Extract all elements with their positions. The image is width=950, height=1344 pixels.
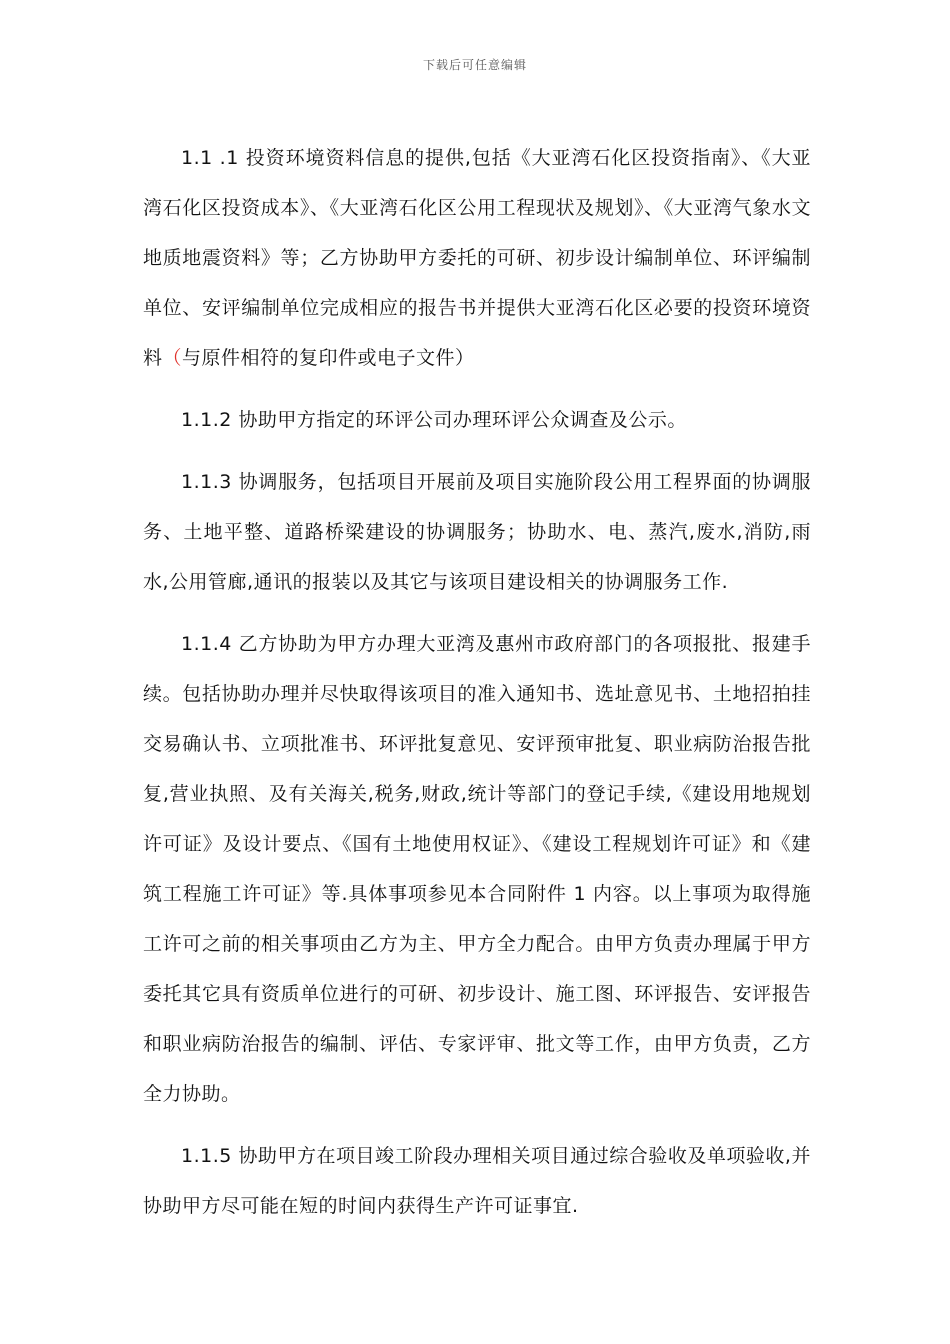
- page-header: 下载后可任意编辑: [422, 58, 527, 72]
- paragraph-1-1-3: 1.1.3 协调服务，包括项目开展前及项目实施阶段公用工程界面的协调服务、土地平整、道路桥梁建设的协调服务；协助水、电、蒸汽,废水,消防,雨水,公用管廊,通讯的报装以及其它与该项目建设相关的协调服务工作.: [143, 471, 811, 593]
- paragraph-1-1-4: 1.1.4 乙方协助为甲方办理大亚湾及惠州市政府部门的各项报批、报建手续。包括协助办理并尽快取得该项目的准入通知书、选址意见书、土地招拍挂交易确认书、立项批准书、环评批复意见、安评预审批复、职业病防治报告批复,营业执照、及有关海关,税务,财政,统计等部门的登记手续,《建设用地规划许可证》及设计要点、《国有土地使用权证》、《建设工程规划许可证》和《建筑工程施工许可证》等.具体事项参见本合同附件 1 内容。以上事项为取得施工许可之前的相关事项由乙方为主、甲方全力配合。由甲方负责办理属于甲方委托其它具有资质单位进行的可研、初步设计、施工图、环评报告、安评报告和职业病防治报告的编制、评估、专家评审、批文等工作，由甲方负责，乙方全力协助。: [143, 633, 811, 1105]
- red-parenthesis: （: [162, 347, 183, 369]
- paragraph-text: 1.1 .1 投资环境资料信息的提供,包括《大亚湾石化区投资指南》、《大亚湾石化区投资成本》、《大亚湾石化区公用工程现状及规划》、《大亚湾气象水文地质地震资料》等；乙方协助甲方委托的可研、初步设计编制单位、环评编制单位、安评编制单位完成相应的报告书并提供大亚湾石化区必要的投资环境资料: [143, 147, 811, 369]
- paragraph-1-1-2: 1.1.2 协助甲方指定的环评公司办理环评公众调查及公示。: [181, 409, 687, 431]
- paragraph-tail-text: 与原件相符的复印件或电子文件）: [182, 347, 475, 369]
- paragraph-1-1-1: [143, 133, 811, 383]
- document-body: [143, 133, 811, 1243]
- paragraph-1-1-5: 1.1.5 协助甲方在项目竣工阶段办理相关项目通过综合验收及单项验收,并协助甲方尽可能在短的时间内获得生产许可证事宜.: [143, 1145, 811, 1217]
